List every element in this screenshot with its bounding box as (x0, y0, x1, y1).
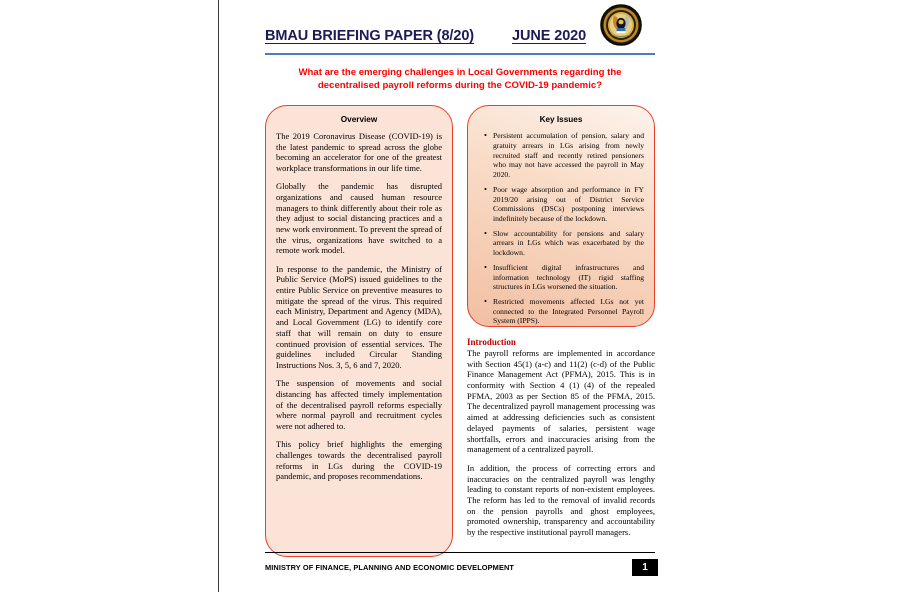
key-issues-list (478, 131, 644, 326)
list-item: • Slow accountability for pensions and salary arrears in LGs which was exacerbated by the lockdown. (493, 229, 644, 259)
footer-divider (265, 552, 655, 553)
overview-box (265, 105, 453, 557)
document-subtitle: What are the emerging challenges in Local Governments regarding the decentralised payroll reforms during the COVID-19 pandemic? (298, 67, 622, 91)
key-issues-title: Key Issues (539, 114, 583, 124)
header-divider (265, 53, 655, 55)
footer-row (265, 559, 655, 576)
page-title: BMAU BRIEFING PAPER (8/20) (265, 28, 475, 44)
introduction-heading: Introduction (467, 336, 516, 347)
page-margin-guide-left (218, 0, 219, 592)
introduction-paragraph: The payroll reforms are implemented in accordance with Section 45(1) (a-c) and 11(2) (c-d) of the Public Finance Management Act (PFMA), 2015. This is in conformity with Section 4 (1) (4) of the repealed PFMA, 2003 as per Section 85 of the PFMA, 2015. The decentralized payroll management processing was aimed at addressing deficiencies such as consistent delayed payments of salaries, persistent wage shortfalls, errors and inaccuracies arising from the management of a centralized payroll. (467, 347, 655, 455)
uganda-coat-of-arms-icon (595, 4, 647, 48)
key-issues-box (467, 105, 655, 327)
list-item: • Poor wage absorption and performance in FY 2019/20 arising out of District Service Commissions (DSCs) postponing interviews indefinitely because of the lockdown. (493, 185, 644, 224)
list-item: • Restricted movements affected LGs not yet connected to the Integrated Personnel Payroll System (IPPS). (493, 297, 644, 327)
page-number-badge: 1 (632, 559, 658, 576)
list-item: • Persistent accumulation of pension, salary and gratuity arrears in LGs arising from newly recruited staff and recently retired pensioners who may not have accessed the payroll in May 2020. (493, 131, 644, 180)
two-column-body (265, 105, 655, 557)
overview-paragraph: The 2019 Coronavirus Disease (COVID-19) is the latest pandemic to spread across the globe becoming an accelerator for one of the greatest workplace transformations in our life time. (276, 130, 442, 173)
list-item: • Insufficient digital infrastructures and information technology (IT) rigid staffing structures in LGs worsened the situation. (493, 263, 644, 293)
page-content (265, 0, 655, 592)
issue-date: JUNE 2020 (512, 28, 587, 44)
left-column (265, 105, 453, 557)
document-footer (265, 552, 655, 586)
overview-paragraph: The suspension of movements and social distancing has affected timely implementation of the decentralised payroll reforms especially where normal payroll and recruitment cycles were not adhered to. (276, 378, 442, 431)
document-header (265, 0, 655, 58)
overview-paragraph: Globally the pandemic has disrupted organizations and caused human resource managers to think differently about their role as they adjust to social distancing practices and a new work environment. To prevent the spread of the virus, organizations have switched to a remote work model. (276, 181, 442, 256)
overview-title: Overview (340, 114, 378, 124)
overview-paragraph: This policy brief highlights the emerging challenges towards the decentralised payroll reforms in LGs during the COVID-19 pandemic, and proposes recommendations. (276, 439, 442, 482)
footer-ministry-label: MINISTRY OF FINANCE, PLANNING AND ECONOMIC DEVELOPMENT (265, 563, 515, 573)
introduction-paragraph: In addition, the process of correcting errors and inaccuracies on the centralized payroll was lengthy leading to constant reports of non-existent employees. The reform has led to the removal of invalid records on the pension payrolls and ghost employees, promoted ownership, transparency and accountability by the respective institutional payroll managers. (467, 462, 655, 538)
right-column (467, 105, 655, 557)
overview-paragraph: In response to the pandemic, the Ministry of Public Service (MoPS) issued guidelines to the entire Public Service on preventive measures to mitigate the spread of the virus. This required each Ministry, Department and Agency (MDA), and Local Government (LG) to identify core staff that will remain on duty to ensure continued provision of essential services. The guidelines included Circular Standing Instructions Nos. 3, 5, 6 and 7, 2020. (276, 263, 442, 370)
